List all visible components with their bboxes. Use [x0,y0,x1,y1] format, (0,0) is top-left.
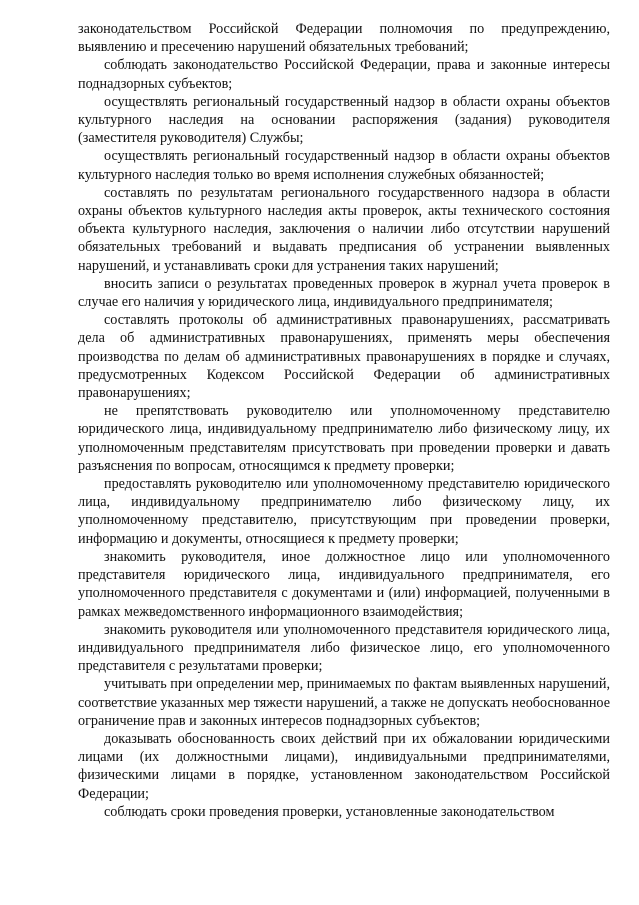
paragraph-not-obstruct: не препятствовать руководителю или уполномоченному представителю юридического лица, индивидуальному предпринимателю либо физическому лицу, их уполномоченным представителям присутствовать при проведении проверки и давать разъяснения по вопросам, относящимся к предмету проверки; [78,403,610,474]
paragraph-familiarize-results: знакомить руководителя или уполномоченного представителя юридического лица, индивидуального предпринимателя либо физическое лицо, его уполномоченного представителя с результатами проверки; [78,621,610,675]
paragraph-supervision-duty-time: осуществлять региональный государственный надзор в области охраны объектов культурного наследия только во время исполнения служебных обязанностей; [78,148,610,183]
document-body [78,20,610,821]
paragraph-draw-up-acts: составлять по результатам регионального государственного надзора в области охраны объектов культурного наследия акты проверок, акты технического состояния объекта культурного наследия, заключения о наличии либо отсутствии нарушений обязательных требований и выдавать предписания об устранении выявленных нарушений, и устанавливать сроки для устранения таких нарушений; [78,184,610,274]
paragraph-proportionate-measures: учитывать при определении мер, принимаемых по фактам выявленных нарушений, соответствие указанных мер тяжести нарушений, а также не допускать необоснованное ограничение прав и законных интересов поднадзорных субъектов; [78,676,610,729]
paragraph-familiarize-documents: знакомить руководителя, иное должностное лицо или уполномоченного представителя юридического лица, индивидуального предпринимателя, его уполномоченного представителя с документами и (или) информацией, полученными в рамках межведомственного информационного взаимодействия; [78,548,610,620]
paragraph-provide-information: предоставлять руководителю или уполномоченному представителю юридического лица, индивидуальному предпринимателю либо физическому лицу, их уполномоченному представителю, присутствующим при проведении проверки, информацию и документы, относящиеся к предмету проверки; [78,476,610,547]
paragraph-justify-actions: доказывать обоснованность своих действий при их обжаловании юридическими лицами (их должностными лицами), индивидуальными предпринимателями, физическими лицами в порядке, установленном законодательством Российской Федерации; [78,730,610,802]
paragraph-comply-legislation: соблюдать законодательство Российской Федерации, права и законные интересы поднадзорных субъектов; [78,57,610,92]
paragraph-observe-deadlines: соблюдать сроки проведения проверки, установленные законодательством [104,803,555,820]
paragraph-journal-records: вносить записи о результатах проведенных проверок в журнал учета проверок в случае его наличия у юридического лица, индивидуального предпринимателя; [78,275,610,311]
paragraph-supervision-by-order: осуществлять региональный государственный надзор в области охраны объектов культурного наследия на основании распоряжения (задания) руководителя (заместителя руководителя) Службы; [78,93,610,147]
paragraph-protocols: составлять протоколы об административных правонарушениях, рассматривать дела об административных правонарушениях, применять меры обеспечения производства по делам об административных правонарушениях в порядке и случаях, предусмотренных Кодексом Российской Федерации об административных правонарушениях; [78,312,610,402]
paragraph-continuation: законодательством Российской Федерации полномочия по предупреждению, выявлению и пресечению нарушений обязательных требований; [78,21,610,56]
